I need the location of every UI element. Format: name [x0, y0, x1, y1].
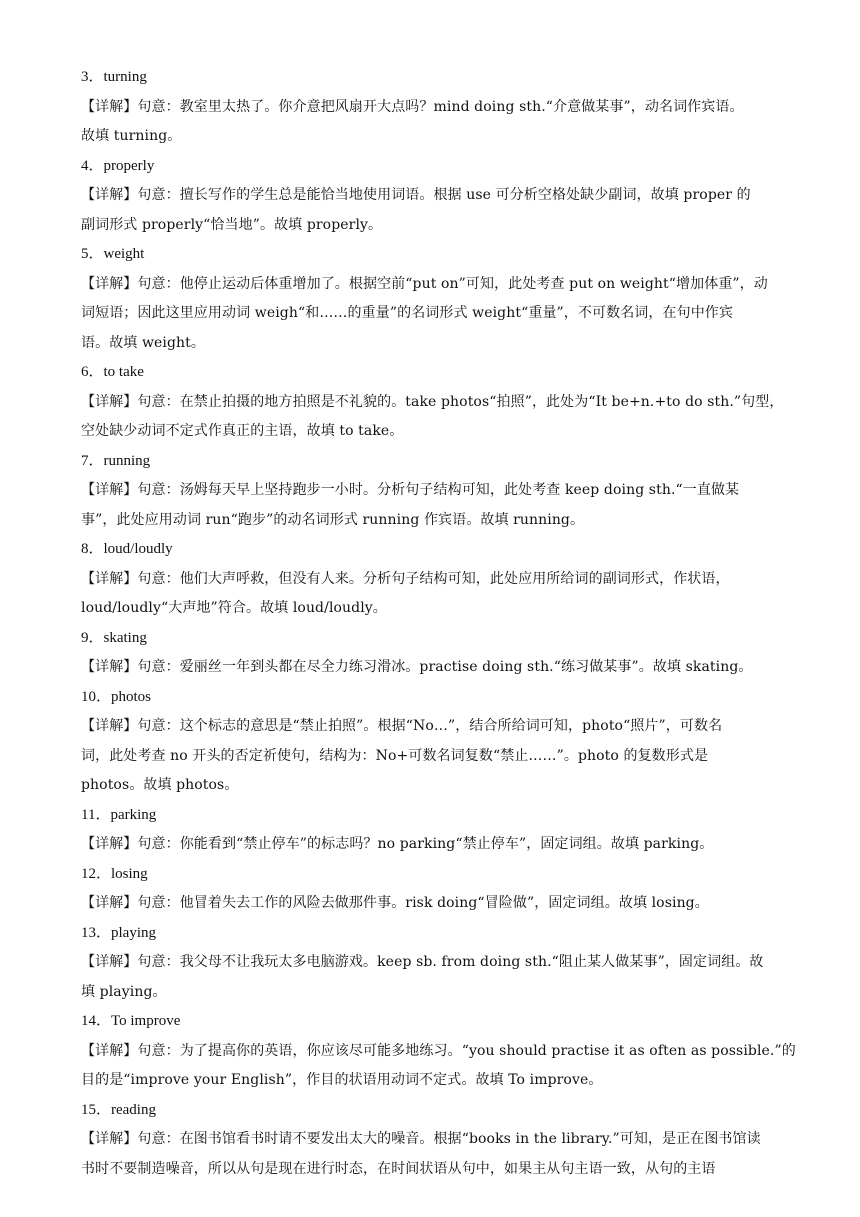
explanation-line: photos。故填 photos。 — [81, 777, 239, 793]
answer-key-document — [81, 63, 796, 1184]
explanation-line: 副词形式 properly“恰当地”。故填 properly。 — [81, 216, 383, 233]
answer-line: 10．photos — [81, 688, 152, 705]
explanation-line: 空处缺少动词不定式作真正的主语，故填 to take。 — [81, 423, 404, 439]
answer-item — [81, 152, 781, 241]
answer-item — [81, 919, 781, 1008]
answer-item — [81, 63, 781, 152]
explanation-line: 【详解】句意：他停止运动后体重增加了。根据空前“put on”可知，此处考查 put on weight“增加体重”，动 — [81, 275, 768, 292]
answer-item — [81, 358, 784, 447]
answer-item — [81, 447, 781, 536]
answer-line: 14．To improve — [81, 1013, 181, 1029]
answer-line: 4．properly — [81, 157, 155, 174]
answer-item — [81, 1007, 796, 1096]
answer-item — [81, 683, 781, 801]
answer-line: 13．playing — [81, 924, 156, 941]
explanation-line: 【详解】句意：我父母不让我玩太多电脑游戏。keep sb. from doing sth.“阻止某人做某事”，固定词组。故 — [81, 954, 764, 970]
answer-item — [81, 860, 781, 919]
explanation-line: 【详解】句意：在图书馆看书时请不要发出太大的噪音。根据“books in the library.”可知，是正在图书馆读 — [81, 1131, 761, 1147]
explanation-line: 目的是“improve your English”，作目的状语用动词不定式。故填 To improve。 — [81, 1072, 603, 1088]
explanation-line: 故填 turning。 — [81, 128, 182, 144]
explanation-line: 词短语；因此这里应用动词 weigh“和……的重量”的名词形式 weight“重量”，不可数名词，在句中作宾 — [81, 305, 734, 321]
answer-line: 8．loud/loudly — [81, 541, 173, 557]
explanation-line: 书时不要制造噪音，所以从句是现在进行时态，在时间状语从句中，如果主从句主语一致，从句的主语 — [81, 1160, 716, 1177]
explanation-line: 语。故填 weight。 — [81, 334, 206, 351]
answer-item — [81, 1096, 781, 1185]
explanation-line: 【详解】句意：爱丽丝一年到头都在尽全力练习滑冰。practise doing sth.“练习做某事”。故填 skating。 — [81, 659, 753, 675]
answer-line: 15．reading — [81, 1101, 156, 1118]
explanation-line: 填 playing。 — [81, 983, 167, 1000]
answer-item — [81, 624, 781, 683]
answer-line: 12．losing — [81, 865, 148, 882]
explanation-line: 【详解】句意：他们大声呼救，但没有人来。分析句子结构可知，此处应用所给词的副词形式，作状语， — [81, 570, 730, 587]
answer-line: 5．weight — [81, 246, 145, 262]
answer-line: 11．parking — [81, 806, 157, 823]
explanation-line: 【详解】句意：在禁止拍摄的地方拍照是不礼貌的。take photos“拍照”，此处为“It be+n.+to do sth.”句型， — [81, 393, 784, 410]
explanation-line: loud/loudly“大声地”符合。故填 loud/loudly。 — [81, 600, 387, 616]
explanation-line: 词，此处考查 no 开头的否定祈使句，结构为：No+可数名词复数“禁止……”。photo 的复数形式是 — [81, 747, 709, 764]
answer-item — [81, 801, 781, 860]
explanation-line: 【详解】句意：这个标志的意思是“禁止拍照”。根据“No…”，结合所给词可知，photo“照片”，可数名 — [81, 718, 723, 734]
answer-item — [81, 240, 781, 358]
answer-line: 6．to take — [81, 364, 144, 380]
explanation-line: 【详解】句意：你能看到“禁止停车”的标志吗？no parking“禁止停车”，固定词组。故填 parking。 — [81, 836, 714, 852]
answer-line: 3．turning — [81, 69, 147, 85]
explanation-line: 【详解】句意：教室里太热了。你介意把风扇开大点吗？mind doing sth.“介意做某事”，动名词作宾语。 — [81, 98, 744, 115]
answer-item — [81, 535, 781, 624]
answer-line: 9．skating — [81, 629, 147, 646]
explanation-line: 事”，此处应用动词 run“跑步”的动名词形式 running 作宾语。故填 running。 — [81, 511, 585, 528]
explanation-line: 【详解】句意：汤姆每天早上坚持跑步一小时。分析句子结构可知，此处考查 keep doing sth.“一直做某 — [81, 482, 740, 498]
explanation-line: 【详解】句意：为了提高你的英语，你应该尽可能多地练习。“you should practise it as often as possible.”的 — [81, 1042, 796, 1059]
answer-line: 7．running — [81, 452, 151, 469]
explanation-line: 【详解】句意：他冒着失去工作的风险去做那件事。risk doing“冒险做”，固定词组。故填 losing。 — [81, 895, 709, 911]
explanation-line: 【详解】句意：擅长写作的学生总是能恰当地使用词语。根据 use 可分析空格处缺少副词，故填 proper 的 — [81, 187, 751, 203]
